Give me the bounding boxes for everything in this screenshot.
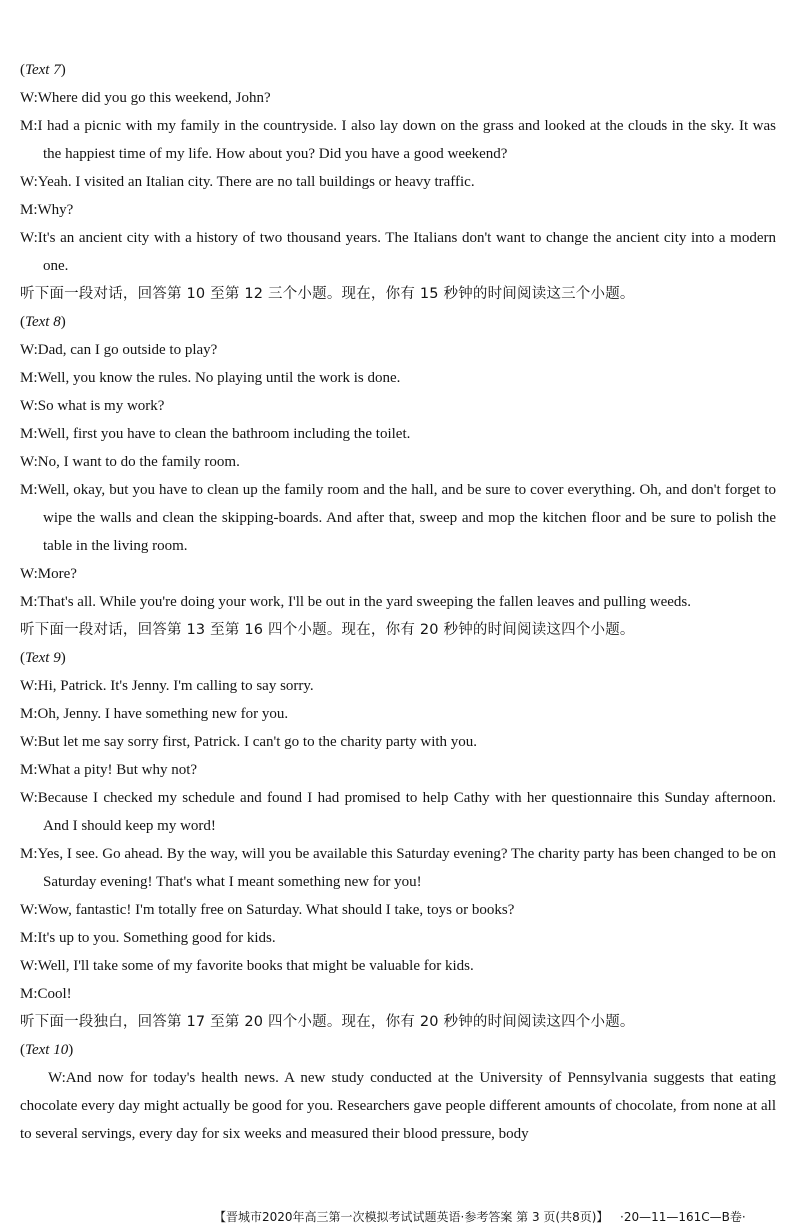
text8-label: (Text 8) [20,314,66,330]
dialogue-line: M:Well, you know the rules. No playing until the work is done. [20,370,401,386]
dialogue-line: M:Well, first you have to clean the bathroom including the toilet. [20,426,411,442]
instruction-text8: 听下面一段对话，回答第 10 至第 12 三个小题。现在，你有 15 秒钟的时间阅读这三个小题。 [20,286,635,302]
text9-label: (Text 9) [20,650,66,666]
dialogue-line: W:More? [20,566,77,582]
dialogue-line: M:That's all. While you're doing your work, I'll be out in the yard sweeping the fallen leaves and pulling weeds. [20,594,692,610]
dialogue-line: M:Yes, I see. Go ahead. By the way, will you be available this Saturday evening? The charity party has been changed to be on Saturday evening! That's what I meant something new for you! [20,846,776,890]
dialogue-line: W:But let me say sorry first, Patrick. I can't go to the charity party with you. [20,734,478,750]
dialogue-line: W:It's an ancient city with a history of two thousand years. The Italians don't want to change the ancient city into a modern one. [20,230,776,274]
dialogue-line: W:Yeah. I visited an Italian city. There are no tall buildings or heavy traffic. [20,174,475,190]
dialogue-line: M:Well, okay, but you have to clean up the family room and the hall, and be sure to cover everything. Oh, and don't forget to wipe the walls and clean the skipping-boards. And after that, sweep and mop the kitchen floor and be sure to polish the table in the living room. [20,482,776,554]
text7-label: (Text 7) [20,62,66,78]
document-body [20,56,776,1148]
monologue-paragraph: W:And now for today's health news. A new study conducted at the University of Pennsylvania suggests that eating chocolate every day might actually be good for you. Researchers gave people different amounts of chocolate, from none at all to several servings, every day for six weeks and measured their blood pressure, body [20,1070,776,1142]
instruction-text10: 听下面一段独白，回答第 17 至第 20 四个小题。现在，你有 20 秒钟的时间阅读这四个小题。 [20,1014,635,1030]
dialogue-line: W:Dad, can I go outside to play? [20,342,218,358]
dialogue-line: M:Cool! [20,986,72,1002]
text10-label: (Text 10) [20,1042,74,1058]
dialogue-line: W:Because I checked my schedule and found I had promised to help Cathy with her questionnaire this Sunday afternoon. And I should keep my word! [20,790,776,834]
dialogue-line: M:It's up to you. Something good for kids. [20,930,276,946]
dialogue-line: W:Hi, Patrick. It's Jenny. I'm calling to say sorry. [20,678,314,694]
dialogue-line: M:Why? [20,202,74,218]
dialogue-line: W:Well, I'll take some of my favorite books that might be valuable for kids. [20,958,474,974]
footer-title: 【晋城市2020年高三第一次模拟考试试题英语·参考答案 第 3 页(共8页)】 [214,1210,609,1224]
dialogue-line: M:What a pity! But why not? [20,762,198,778]
dialogue-line: W:Wow, fantastic! I'm totally free on Saturday. What should I take, toys or books? [20,902,515,918]
dialogue-line: M:I had a picnic with my family in the countryside. I also lay down on the grass and looked at the clouds in the sky. It was the happiest time of my life. How about you? Did you have a good weekend? [20,118,776,162]
dialogue-line: W:So what is my work? [20,398,165,414]
dialogue-line: M:Oh, Jenny. I have something new for you. [20,706,289,722]
dialogue-line: W:No, I want to do the family room. [20,454,240,470]
dialogue-line: W:Where did you go this weekend, John? [20,90,271,106]
footer-code: ·20—11—161C—B卷· [620,1210,746,1224]
instruction-text9: 听下面一段对话，回答第 13 至第 16 四个小题。现在，你有 20 秒钟的时间阅读这四个小题。 [20,622,635,638]
